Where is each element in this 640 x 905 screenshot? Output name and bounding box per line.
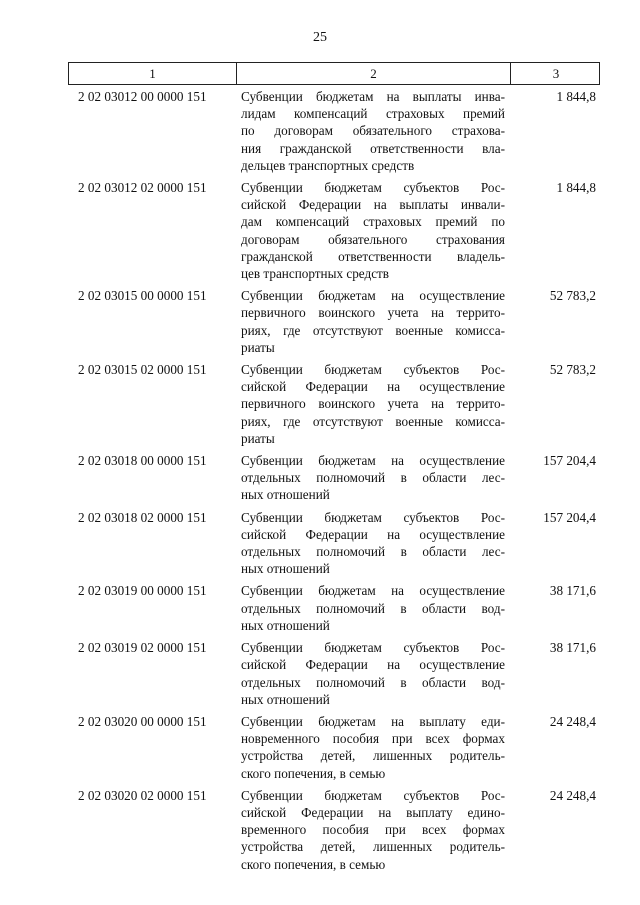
name-line: первичного воинского учета на террито- (241, 305, 505, 321)
budget-amount: 52 783,2 (549, 288, 596, 304)
budget-amount: 157 204,4 (543, 509, 596, 525)
name-line: устройства детей, лишенных родитель- (241, 839, 505, 855)
name-line: риаты (241, 339, 275, 355)
budget-code: 2 02 03012 02 0000 151 (78, 180, 207, 196)
name-line: Субвенции бюджетам на выплату еди- (241, 713, 505, 729)
name-line: Субвенции бюджетам на осуществление (241, 288, 505, 304)
name-line: Субвенции бюджетам на осуществление (241, 583, 505, 599)
table-body (68, 88, 600, 873)
budget-item-name (235, 88, 509, 174)
budget-table (68, 62, 600, 873)
budget-item-name (235, 582, 509, 634)
header-col-2: 2 (236, 63, 510, 84)
budget-item-name (235, 787, 509, 873)
name-line: сийской Федерации на осуществление (241, 379, 505, 395)
name-line: лидам компенсаций страховых премий (241, 106, 505, 122)
table-row (68, 582, 600, 634)
table-row (68, 287, 600, 356)
budget-item-name (235, 179, 509, 282)
name-line: устройства детей, лишенных родитель- (241, 748, 505, 764)
budget-item-name (235, 713, 509, 782)
name-line: риях, где отсутствуют военные комисса- (241, 322, 505, 338)
table-row (68, 509, 600, 578)
name-line: ных отношений (241, 487, 330, 503)
budget-amount: 24 248,4 (549, 713, 596, 729)
name-line: дам компенсаций страховых премий по (241, 214, 505, 230)
name-line: сийской Федерации на выплату едино- (241, 804, 505, 820)
budget-code: 2 02 03019 00 0000 151 (78, 583, 207, 599)
header-col-1: 1 (149, 66, 156, 81)
name-line: ных отношений (241, 561, 330, 577)
name-line: Субвенции бюджетам на выплаты инва- (241, 89, 505, 104)
budget-amount: 157 204,4 (543, 453, 596, 469)
name-line: новременного пособия при всех формах (241, 731, 505, 747)
name-line: сийской Федерации на осуществление (241, 526, 505, 542)
table-row (68, 787, 600, 873)
name-line: Субвенции бюджетам субъектов Рос- (241, 509, 505, 525)
page-number: 25 (313, 30, 327, 45)
name-line: ных отношений (241, 617, 330, 633)
budget-item-name (235, 361, 509, 447)
name-line: по договорам обязательного страхова- (241, 123, 505, 139)
name-line: Субвенции бюджетам субъектов Рос- (241, 640, 505, 656)
name-line: ского попечения, в семью (241, 856, 386, 872)
budget-amount: 38 171,6 (549, 640, 596, 656)
budget-code: 2 02 03018 00 0000 151 (78, 453, 207, 469)
name-line: гражданской ответственности владель- (241, 248, 505, 264)
name-line: риях, где отсутствуют военные комисса- (241, 413, 505, 429)
budget-code: 2 02 03015 02 0000 151 (78, 362, 207, 378)
header-col-3: 3 (510, 63, 601, 84)
name-line: договорам обязательного страхования (241, 231, 505, 247)
name-line: цев транспортных средств (241, 266, 390, 282)
name-line: сийской Федерации на выплаты инвали- (241, 197, 505, 213)
table-row (68, 713, 600, 782)
budget-code: 2 02 03015 00 0000 151 (78, 288, 207, 304)
budget-item-name (235, 509, 509, 578)
budget-code: 2 02 03020 02 0000 151 (78, 787, 207, 803)
name-line: риаты (241, 430, 275, 446)
name-line: Субвенции бюджетам субъектов Рос- (241, 180, 505, 196)
name-line: отдельных полномочий в области лес- (241, 470, 505, 486)
budget-item-name (235, 452, 509, 504)
name-line: дельцев транспортных средств (241, 157, 415, 173)
table-row (68, 639, 600, 708)
budget-amount: 38 171,6 (549, 583, 596, 599)
name-line: первичного воинского учета на террито- (241, 396, 505, 412)
name-line: ния гражданской ответственности вла- (241, 140, 505, 156)
name-line: отдельных полномочий в области лес- (241, 544, 505, 560)
name-line: Субвенции бюджетам субъектов Рос- (241, 787, 505, 803)
budget-item-name (235, 287, 509, 356)
budget-item-name (235, 639, 509, 708)
budget-amount: 1 844,8 (556, 89, 596, 104)
name-line: отдельных полномочий в области вод- (241, 600, 505, 616)
table-header (68, 62, 600, 85)
table-row (68, 179, 600, 282)
name-line: ского попечения, в семью (241, 765, 386, 781)
budget-amount: 1 844,8 (556, 180, 596, 196)
name-line: сийской Федерации на осуществление (241, 657, 505, 673)
budget-code: 2 02 03019 02 0000 151 (78, 640, 207, 656)
budget-amount: 24 248,4 (549, 787, 596, 803)
name-line: Субвенции бюджетам субъектов Рос- (241, 362, 505, 378)
budget-code: 2 02 03018 02 0000 151 (78, 509, 207, 525)
table-row (68, 361, 600, 447)
budget-amount: 52 783,2 (549, 362, 596, 378)
name-line: ных отношений (241, 691, 330, 707)
budget-code: 2 02 03012 00 0000 151 (78, 89, 207, 104)
table-row (68, 452, 600, 504)
name-line: отдельных полномочий в области вод- (241, 674, 505, 690)
budget-code: 2 02 03020 00 0000 151 (78, 713, 207, 729)
name-line: Субвенции бюджетам на осуществление (241, 453, 505, 469)
table-row (68, 88, 600, 174)
name-line: временного пособия при всех формах (241, 822, 505, 838)
